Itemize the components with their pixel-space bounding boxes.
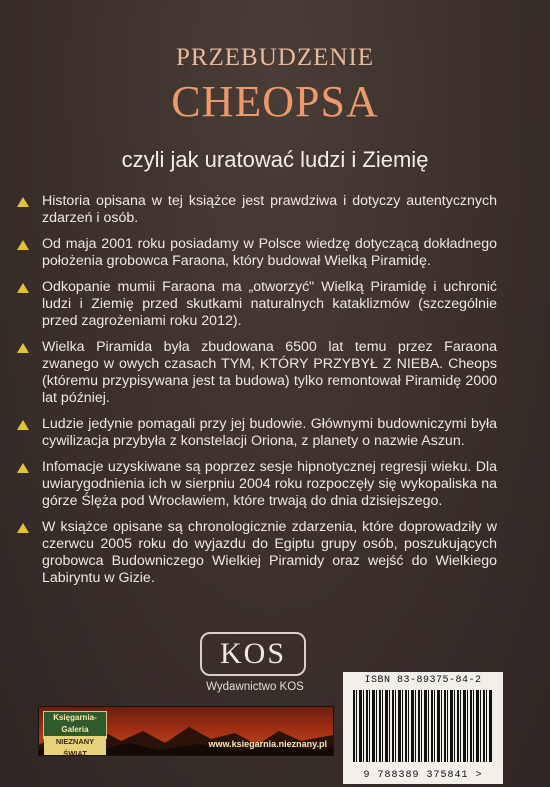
list-item-text: Odkopanie mumii Faraona ma „otworzyć" Wielką Piramidę i uchronić ludzi i Ziemię przed skutkami naturalnych kataklizmów (szczególnie przed zagrożeniami roku 2012). (42, 279, 497, 329)
subtitle: czyli jak uratować ludzi i Ziemię (121, 147, 429, 172)
ean-digits: 9 788389 375841 > (363, 770, 483, 781)
list-item-text: Infomacje uzyskiwane są poprzez sesje hipnotycznej regresji wieku. Dla uwiarygodnienia ich w sierpniu 2004 roku rozpoczęły się wykopaliska na górze Ślęża pod Wrocławiem, które trwają do dnia dzisiejszego. (42, 459, 497, 509)
publisher-name: Wydawnictwo KOS (206, 681, 304, 693)
triangle-bullet-icon (17, 240, 29, 250)
barcode-icon (353, 690, 493, 762)
list-item-text: W książce opisane są chronologicznie zdarzenia, które doprowadziły w czerwcu 2005 roku do wyjazdu do Egiptu grupy osób, poszukujących grobowca Budowniczego Wielkiej Piramidy oraz wejść do Wielkiego Labiryntu w Gizie. (42, 519, 497, 586)
list-item (17, 236, 497, 270)
isbn-text: ISBN 83-89375-84-2 (364, 675, 482, 686)
triangle-bullet-icon (17, 420, 29, 430)
list-item-text: Od maja 2001 roku posiadamy w Polsce wiedzę dotyczącą dokładnego położenia grobowca Faraona, który budował Wielką Piramidę. (42, 236, 497, 269)
triangle-bullet-icon (17, 463, 29, 473)
bookstore-logo (43, 711, 107, 756)
triangle-bullet-icon (17, 343, 29, 353)
bookstore-url: www.ksiegarnia.nieznany.pl (208, 739, 327, 749)
list-item-text: Wielka Piramida była zbudowana 6500 lat temu przez Faraona zwanego w owych czasach TYM, KTÓRY PRZYBYŁ Z NIEBA. Cheops (któremu przypisywana jest ta budowa) tylko remontował Piramidę 2000 lat później. (42, 339, 497, 406)
list-item (17, 459, 497, 510)
list-item (17, 193, 497, 227)
isbn-barcode-box (343, 672, 503, 784)
publisher-logo-text: KOS (219, 637, 286, 670)
list-item-text: Historia opisana w tej książce jest prawdziwa i dotyczy autentycznych zdarzeń i osób. (42, 193, 497, 226)
list-item (17, 416, 497, 450)
title-line-1: PRZEBUDZENIE (175, 44, 375, 71)
list-item (17, 339, 497, 407)
triangle-bullet-icon (17, 283, 29, 293)
publisher-logo (200, 632, 306, 676)
bookstore-subname: NIEZNANY ŚWIAT (44, 736, 106, 756)
title-line-2: CHEOPSA (171, 77, 379, 126)
bookstore-name: Księgarnia-Galeria (53, 713, 97, 734)
list-item (17, 279, 497, 330)
list-item (17, 519, 497, 587)
triangle-bullet-icon (17, 197, 29, 207)
list-item-text: Ludzie jedynie pomagali przy jej budowie. Głównymi budowniczymi była cywilizacja przybyła z konstelacji Oriona, z planety o nazwie Aszun. (42, 416, 497, 449)
description-list (17, 193, 497, 596)
bookstore-banner (38, 706, 334, 756)
triangle-bullet-icon (17, 523, 29, 533)
